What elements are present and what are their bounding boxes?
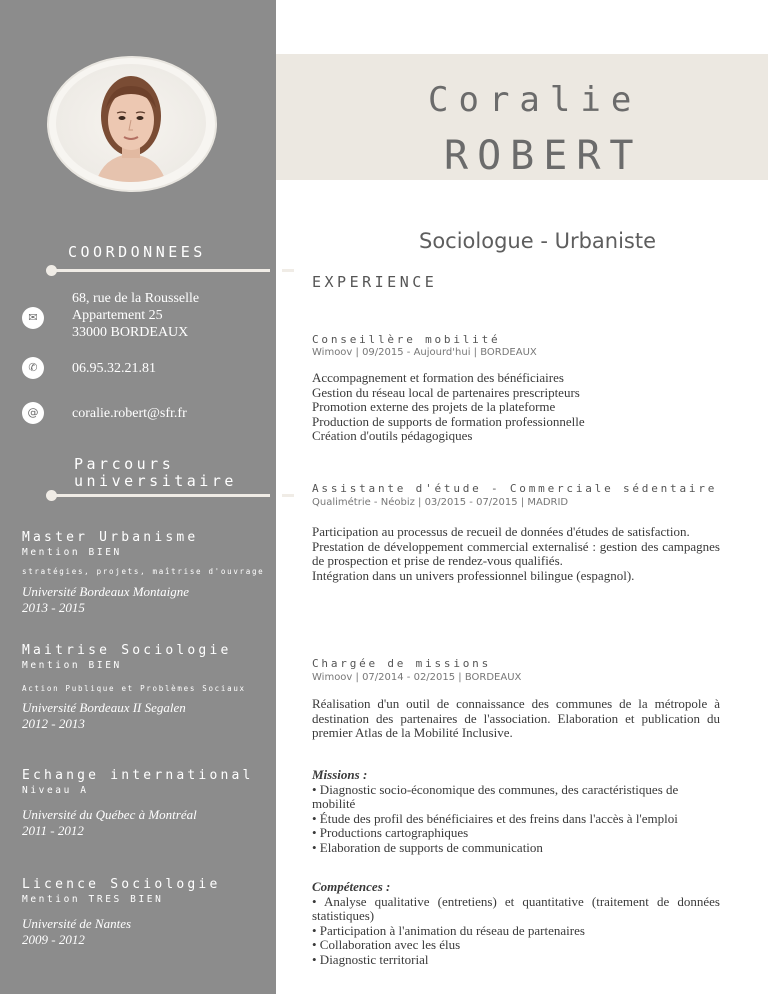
skill-item: • Analyse qualitative (entretiens) et quantitative (traitement de données statistiques) xyxy=(312,893,720,923)
mission-item: • Productions cartographiques xyxy=(312,825,469,840)
skills-block xyxy=(312,880,720,967)
job-intro: Réalisation d'un outil de connaissance des communes de la métropole à destination des partenaires de l'association. Elaboration et publication du premier Atlas de la Mobilité Inclusive. xyxy=(312,696,720,740)
job-line: Prestation de développement commercial externalisé : gestion des campagnes de prospection et prise de rendez-vous qualifiés. xyxy=(312,538,720,568)
education-heading-line-1: Parcours xyxy=(74,455,175,473)
job-description xyxy=(312,525,720,583)
experience-heading: EXPERIENCE xyxy=(312,273,438,291)
job-title: Sociologue - Urbaniste xyxy=(419,229,657,253)
education-mention: Mention BIEN xyxy=(22,547,122,558)
education-detail: Action Publique et Problèmes Sociaux xyxy=(22,684,246,693)
first-name: Coralie xyxy=(428,80,642,120)
education-heading-line-2: universitaire xyxy=(74,472,237,490)
education-years: 2009 - 2012 xyxy=(22,932,85,947)
education-mention: Niveau A xyxy=(22,785,89,796)
missions-label: Missions : xyxy=(312,767,368,782)
job-meta: Wimoov | 09/2015 - Aujourd'hui | BORDEAUX xyxy=(312,347,537,358)
contact-heading-rule xyxy=(52,269,270,272)
job-line: Participation au processus de recueil de données d'études de satisfaction. xyxy=(312,524,690,539)
education-school: Université Bordeaux II Segalen xyxy=(22,700,186,715)
envelope-icon: ✉ xyxy=(22,307,44,329)
education-title: Echange international xyxy=(22,768,254,783)
job-line: Création d'outils pédagogiques xyxy=(312,428,473,443)
skill-item: • Collaboration avec les élus xyxy=(312,937,461,952)
education-heading-rule xyxy=(52,494,270,497)
education-title: Master Urbanisme xyxy=(22,530,199,545)
skills-label: Compétences : xyxy=(312,879,391,894)
job-line: Intégration dans un univers professionnel bilingue (espagnol). xyxy=(312,567,635,583)
phone-number: 06.95.32.21.81 xyxy=(72,361,156,376)
education-years: 2011 - 2012 xyxy=(22,823,84,838)
education-title: Licence Sociologie xyxy=(22,877,221,892)
education-mention: Mention BIEN xyxy=(22,660,122,671)
education-heading-rule-end xyxy=(282,494,294,497)
phone-icon: ✆ xyxy=(22,357,44,379)
job-meta: Qualimétrie - Néobiz | 03/2015 - 07/2015 | MADRID xyxy=(312,497,569,508)
job-title: Assistante d'étude - Commerciale sédentaire xyxy=(312,482,718,495)
education-school: Université de Nantes xyxy=(22,916,132,931)
job-title: Chargée de missions xyxy=(312,657,492,670)
contact-heading: COORDONNEES xyxy=(68,243,206,261)
education-detail: stratégies, projets, maîtrise d'ouvrage xyxy=(22,567,265,576)
last-name: ROBERT xyxy=(444,133,643,179)
job-meta: Wimoov | 07/2014 - 02/2015 | BORDEAUX xyxy=(312,672,522,683)
address-line-2: Appartement 25 xyxy=(72,308,163,323)
profile-photo xyxy=(56,64,206,182)
skill-item: • Participation à l'animation du réseau de partenaires xyxy=(312,922,585,938)
job-description xyxy=(312,371,720,444)
address-line-3: 33000 BORDEAUX xyxy=(72,325,189,340)
address-line-1: 68, rue de la Rousselle xyxy=(72,291,200,306)
job-title: Conseillère mobilité xyxy=(312,333,501,346)
education-mention: Mention TRES BIEN xyxy=(22,894,164,905)
mission-item: • Étude des profil des bénéficiaires et des freins dans l'accès à l'emploi xyxy=(312,810,678,826)
email-address[interactable]: coralie.robert@sfr.fr xyxy=(72,406,187,421)
contact-heading-rule-end xyxy=(282,269,294,272)
at-icon: @ xyxy=(22,402,44,424)
education-years: 2012 - 2013 xyxy=(22,716,85,731)
education-years: 2013 - 2015 xyxy=(22,600,85,615)
skill-item: • Diagnostic territorial xyxy=(312,951,429,967)
mission-item: • Elaboration de supports de communication xyxy=(312,839,543,855)
mission-item: • Diagnostic socio-économique des communes, des caractéristiques de mobilité xyxy=(312,781,679,811)
education-title: Maitrise Sociologie xyxy=(22,643,232,658)
job-line: Gestion du réseau local de partenaires prescripteurs xyxy=(312,384,580,400)
job-line: Production de supports de formation professionnelle xyxy=(312,413,585,429)
address xyxy=(72,290,199,341)
education-school: Université Bordeaux Montaigne xyxy=(22,584,190,599)
job-line: Accompagnement et formation des bénéficiaires xyxy=(312,370,564,385)
missions-block xyxy=(312,768,720,855)
education-school: Université du Québec à Montréal xyxy=(22,807,197,822)
job-line: Promotion externe des projets de la plateforme xyxy=(312,399,556,414)
